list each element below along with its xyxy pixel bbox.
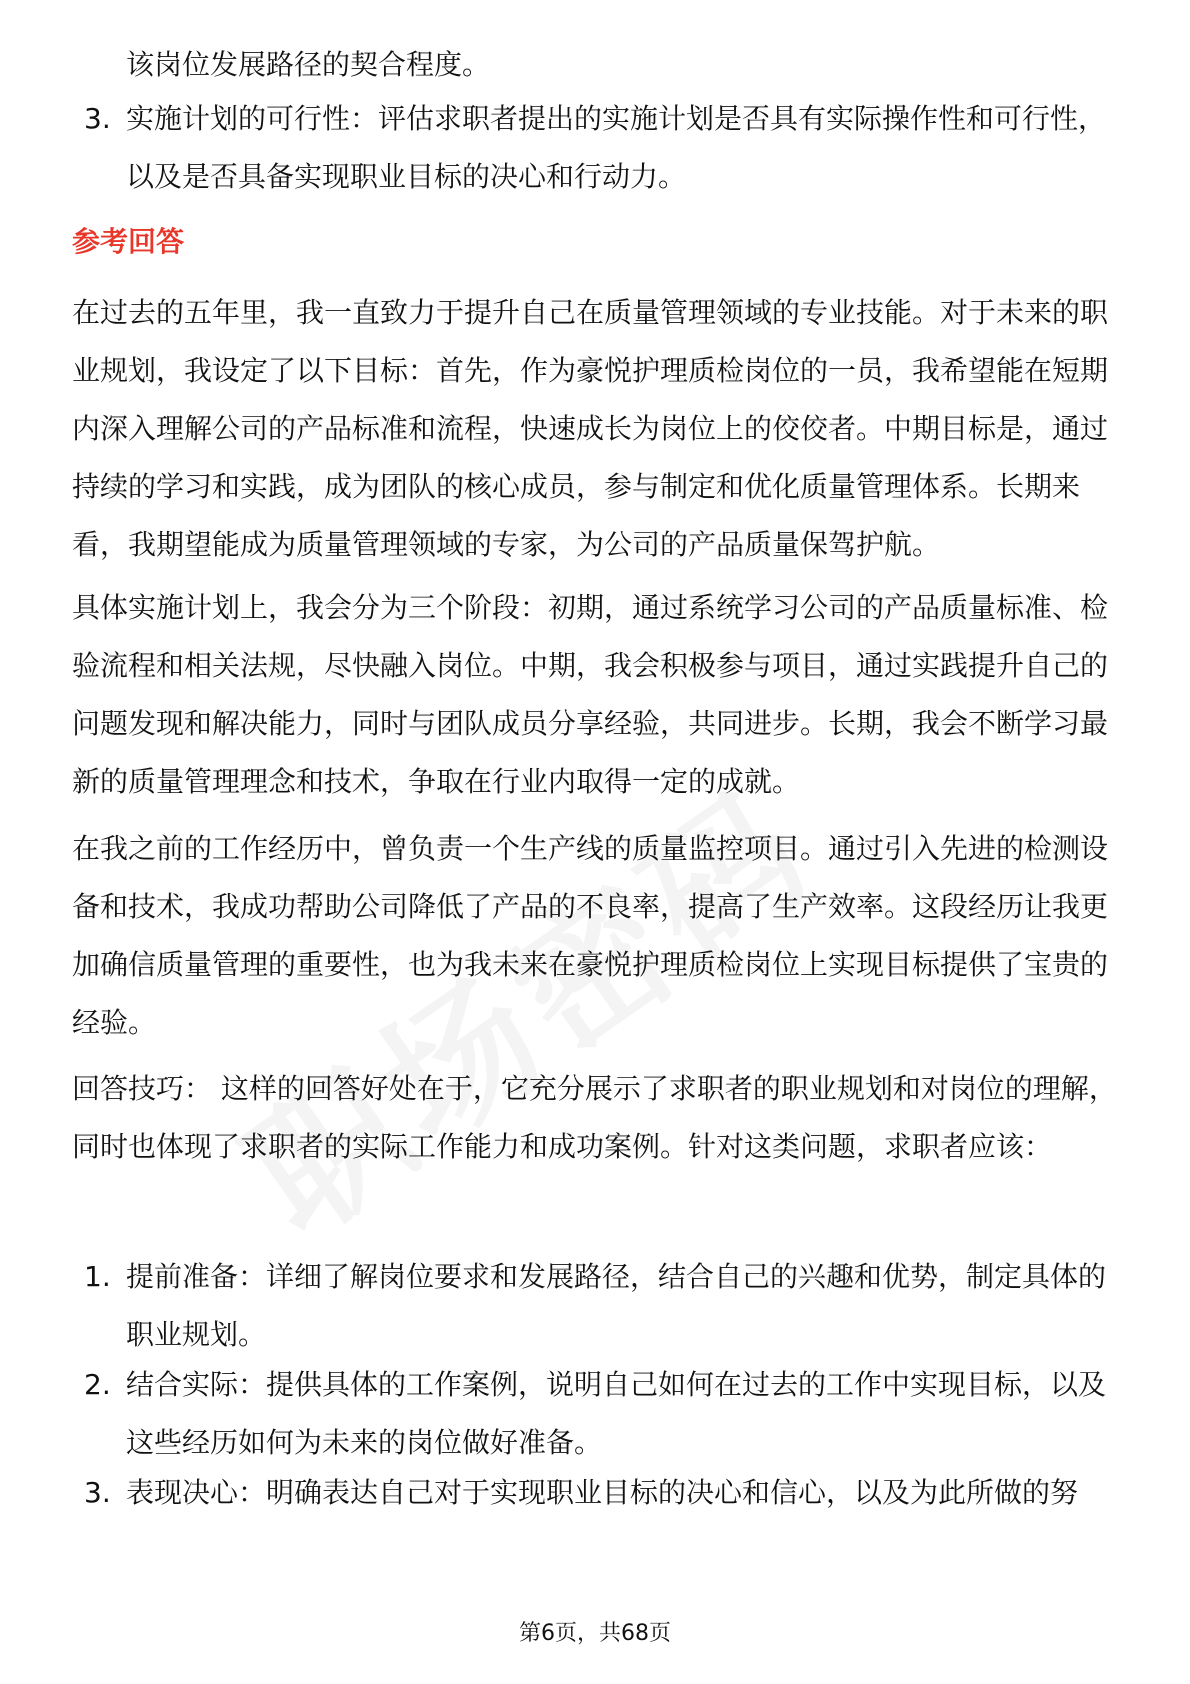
list-number: 2. <box>84 1368 111 1401</box>
intro-continuation: 该岗位发展路径的契合程度。 <box>126 48 491 81</box>
tip-item-3 <box>72 1464 1118 1522</box>
page-number: 第6页，共68页 <box>519 1621 671 1646</box>
list-text: 结合实际：提供具体的工作案例，说明自己如何在过去的工作中实现目标，以及这些经历如何为未来的岗位做好准备。 <box>126 1368 1107 1459</box>
paragraph-work-experience: 在我之前的工作经历中，曾负责一个生产线的质量监控项目。通过引入先进的检测设备和技术，我成功帮助公司降低了产品的不良率，提高了生产效率。这段经历让我更加确信质量管理的重要性，也为我未来在豪悦护理质检岗位上实现目标提供了宝贵的经验。 <box>72 832 1109 1039</box>
list-number: 1. <box>84 1260 111 1293</box>
list-number: 3. <box>84 1476 111 1509</box>
section-heading: 参考回答 <box>72 225 185 258</box>
paragraph-implementation-plan: 具体实施计划上，我会分为三个阶段：初期，通过系统学习公司的产品质量标准、检验流程和相关法规，尽快融入岗位。中期，我会积极参与项目，通过实践提升自己的问题发现和解决能力，同时与团队成员分享经验，共同进步。长期，我会不断学习最新的质量管理理念和技术，争取在行业内取得一定的成就。 <box>72 591 1109 798</box>
tip-item-2 <box>72 1356 1118 1472</box>
paragraph-answer-tips: 回答技巧： 这样的回答好处在于，它充分展示了求职者的职业规划和对岗位的理解，同时也体现了求职者的实际工作能力和成功案例。针对这类问题，求职者应该： <box>72 1072 1117 1163</box>
list-text: 提前准备：详细了解岗位要求和发展路径，结合自己的兴趣和优势，制定具体的职业规划。 <box>126 1260 1107 1351</box>
tip-item-1 <box>72 1248 1118 1364</box>
paragraph-career-goals: 在过去的五年里，我一直致力于提升自己在质量管理领域的专业技能。对于未来的职业规划，我设定了以下目标：首先，作为豪悦护理质检岗位的一员，我希望能在短期内深入理解公司的产品标准和流程，快速成长为岗位上的佼佼者。中期目标是，通过持续的学习和实践，成为团队的核心成员，参与制定和优化质量管理体系。长期来看，我期望能成为质量管理领域的专家，为公司的产品质量保驾护航。 <box>72 296 1109 561</box>
criteria-item-3 <box>72 90 1118 206</box>
list-number: 3. <box>84 102 111 135</box>
list-text: 实施计划的可行性：评估求职者提出的实施计划是否具有实际操作性和可行性，以及是否具备实现职业目标的决心和行动力。 <box>126 102 1107 193</box>
list-text: 表现决心：明确表达自己对于实现职业目标的决心和信心，以及为此所做的努 <box>126 1476 1079 1509</box>
